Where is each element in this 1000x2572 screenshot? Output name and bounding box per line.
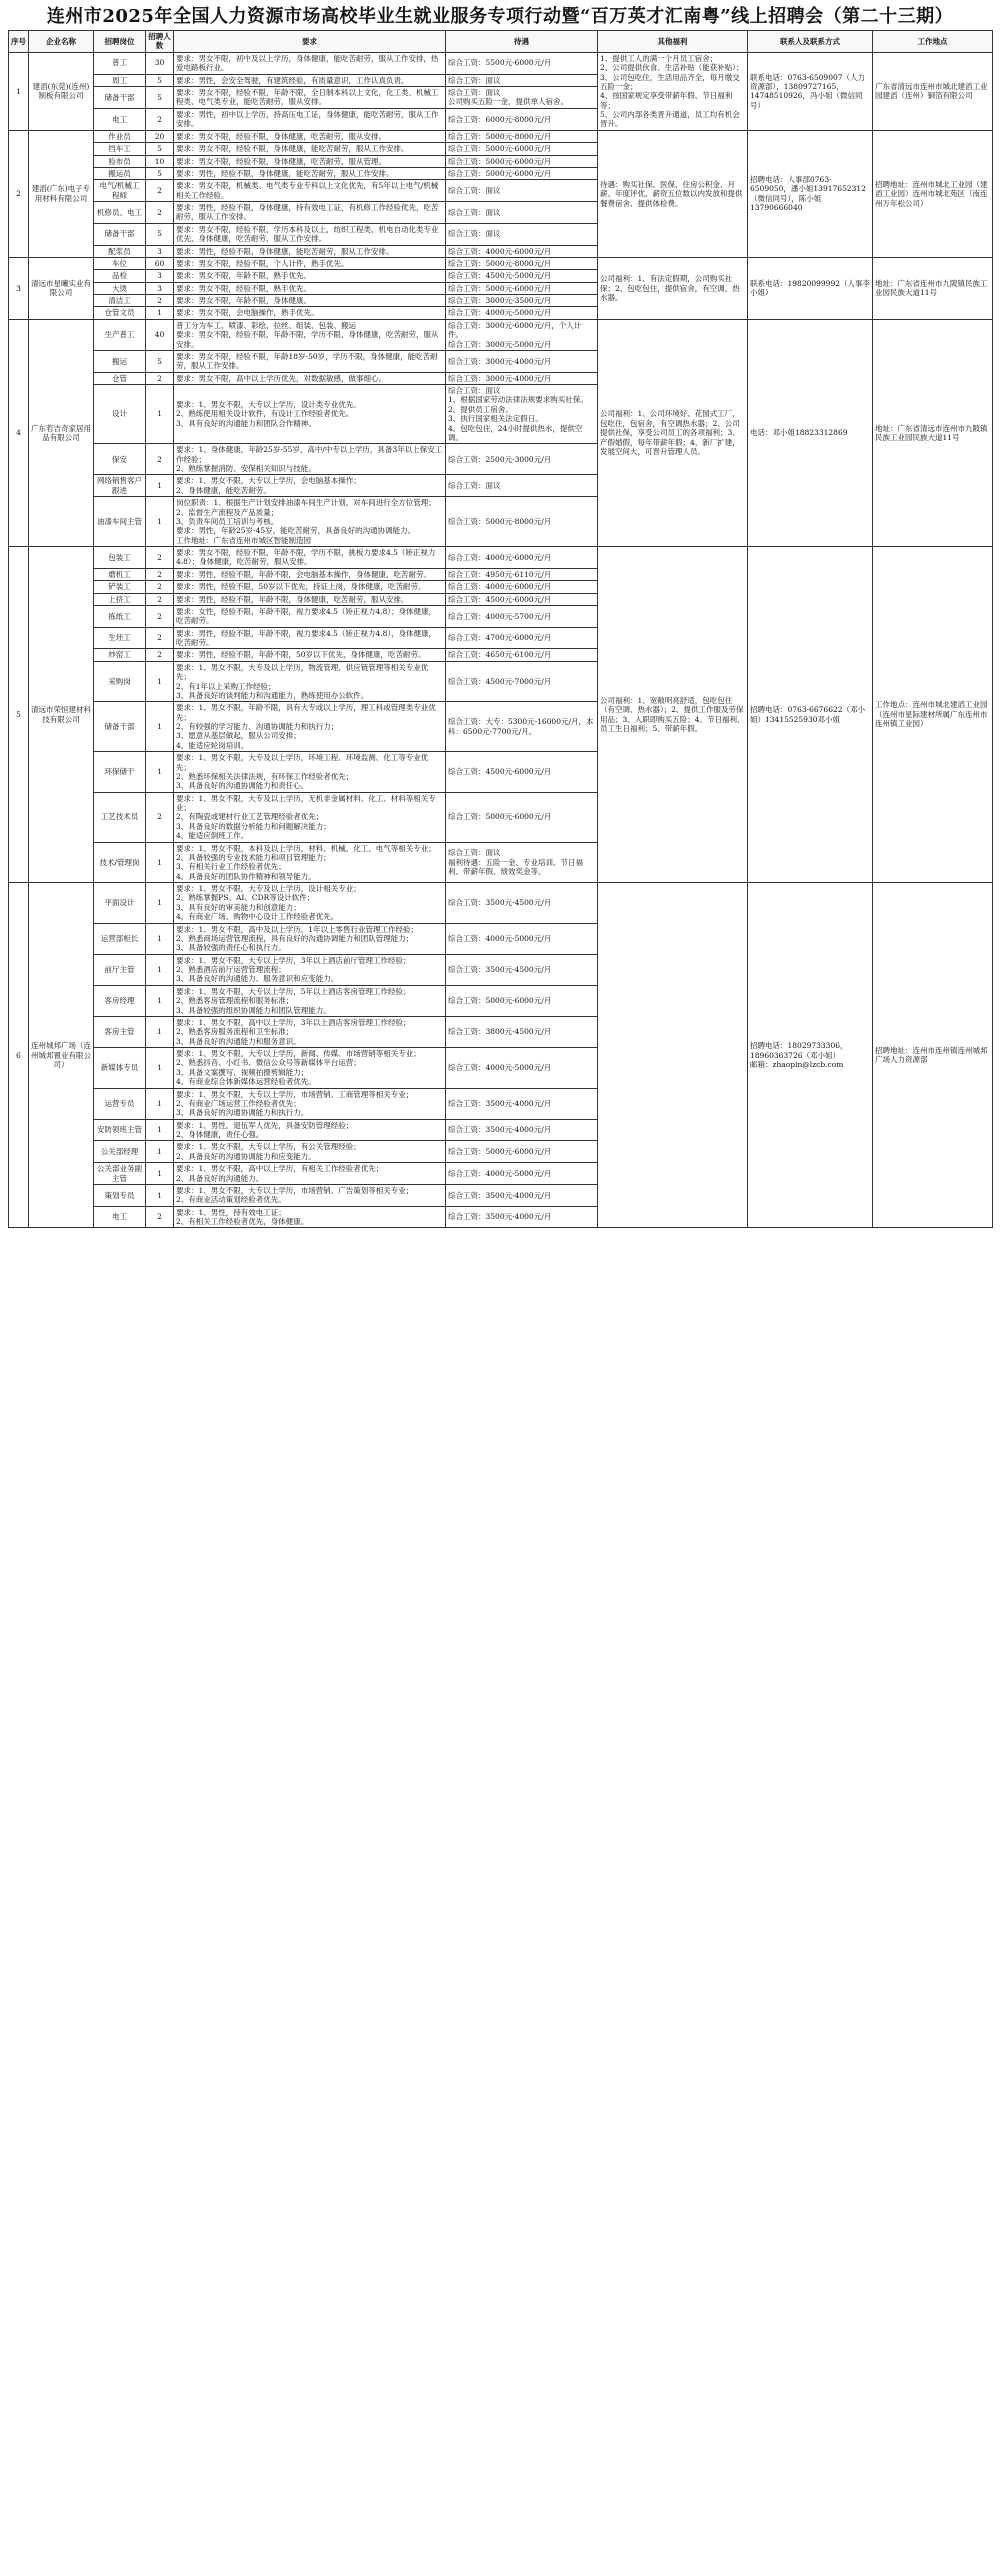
job-post: 大烫 [94, 282, 146, 294]
job-pay: 综合工资：4500元-6000元/月 [446, 593, 598, 605]
job-count: 2 [146, 202, 174, 224]
company-location: 地址：广东省清远市连州市九陂镇民族工业园民族大道11号 [873, 319, 993, 546]
job-count: 20 [146, 130, 174, 142]
job-post: 配浆员 [94, 245, 146, 257]
job-post: 清洁工 [94, 295, 146, 307]
job-count: 2 [146, 180, 174, 202]
job-requirements: 要求：男性，经验不限，年龄不限，50岁以下优先，身体健康，吃苦耐劳。 [174, 649, 446, 661]
job-pay: 综合工资：4650元-6100元/月 [446, 649, 598, 661]
job-requirements: 要求：男性，经验不限，身体健康，持有效电工证，有机修工作经验优先，吃苦耐劳，服从工作安排。 [174, 202, 446, 224]
job-count: 1 [146, 1184, 174, 1206]
company-name: 连州城邦广场（连州城邦置业有限公司） [29, 883, 94, 1228]
job-pay: 综合工资：3500元-4500元/月 [446, 954, 598, 985]
company-contact: 招聘电话：人事部0763-6509050，潘小姐13917652312（微信同号），陈小姐13790666040 [748, 130, 873, 257]
job-count: 1 [146, 497, 174, 547]
job-count: 2 [146, 627, 174, 649]
job-pay: 综合工资：5000元-8000元/月 [446, 130, 598, 142]
job-count: 2 [146, 108, 174, 130]
recruitment-table [8, 30, 993, 1228]
header-post: 招聘岗位 [94, 31, 146, 53]
job-pay: 综合工资：5500元-6000元/月 [446, 52, 598, 74]
company-benefits: 待遇：购买社保、医保、住房公积金、月薪、年度评优，薪资五位数以内发放和提供餐费宿舍、提供体检费。 [598, 130, 748, 257]
job-count: 2 [146, 1206, 174, 1228]
job-post: 环保储干 [94, 752, 146, 793]
job-count: 1 [146, 883, 174, 924]
job-count: 1 [146, 307, 174, 319]
job-requirements: 要求：1、男女不限，高中以上学历，3年以上酒店客房管理工作经验； 2、熟悉客房服务流程和卫生标准； 3、具备良好的沟通能力和服务意识。 [174, 1016, 446, 1047]
job-post: 拣纸工 [94, 605, 146, 627]
job-requirements: 要求：1、男女不限，大专以上学历，设计类专业优先。 2、熟练使用相关设计软件，有设计工作经验者优先。 3、具有良好的沟通能力和团队合作精神。 [174, 385, 446, 444]
job-count: 2 [146, 295, 174, 307]
job-pay: 综合工资：4950元-6110元/月 [446, 568, 598, 580]
job-count: 2 [146, 444, 174, 475]
job-requirements: 要求：男性，经验不限，年龄不限，视力要求4.5（矫正视力4.8），身体健康，吃苦耐劳。 [174, 627, 446, 649]
header-count: 招聘人数 [146, 31, 174, 53]
job-pay: 综合工资：4000元-5000元/月 [446, 1163, 598, 1185]
job-count: 1 [146, 1016, 174, 1047]
job-requirements: 要求：女性，经验不限，年龄不限，视力要求4.5（矫正视力4.8）；身体健康，吃苦耐劳。 [174, 605, 446, 627]
table-body [9, 52, 993, 1228]
job-post: 仓管 [94, 372, 146, 384]
job-pay: 综合工资：面议 [446, 180, 598, 202]
company-benefits: 公司福利：1、宽敞明亮舒适，包吃包住（有空调、热水器）；2、提供工作服及劳保用品；3、入职即购买五险；4、节日福利、员工生日福利；5、带薪年假。 [598, 547, 748, 883]
job-post: 前厅主管 [94, 954, 146, 985]
job-post: 设计 [94, 385, 146, 444]
job-count: 1 [146, 842, 174, 883]
table-row [9, 52, 993, 74]
job-post: 普工 [94, 52, 146, 74]
job-count: 5 [146, 350, 174, 372]
job-pay: 综合工资：5000元-8000元/月 [446, 257, 598, 269]
company-number: 4 [9, 319, 29, 546]
job-post: 工艺技术员 [94, 792, 146, 842]
job-count: 2 [146, 792, 174, 842]
job-requirements: 要求：男女不限，年龄不限，熟手优先。 [174, 270, 446, 282]
job-count: 1 [146, 661, 174, 702]
job-post: 电工 [94, 1206, 146, 1228]
job-post: 仓管文员 [94, 307, 146, 319]
company-benefits: 公司福利：1、公司环境好、花园式工厂，包吃住，包宿舍，有空调热水器；2、公司提供社保，享受公司员工的各项福利；3、产假婚假，每年带薪年假；4、新厂扩建，发展空间大，可晋升管理人员。 [598, 319, 748, 546]
job-pay: 综合工资：3000元-3500元/月 [446, 295, 598, 307]
job-pay: 综合工资：4000元-5000元/月 [446, 1048, 598, 1089]
table-row [9, 257, 993, 269]
company-number: 3 [9, 257, 29, 319]
job-post: 采购岗 [94, 661, 146, 702]
company-location: 广东省清远市连州市城北建滔工业园建滔（连州）铜箔有限公司 [873, 52, 993, 130]
job-requirements: 要求：1、男女不限，高中及以上学历，1年以上零售行业管理工作经验； 2、熟悉商场运营管理流程，具有良好的沟通协调能力和团队管理能力； 3、具备较强的责任心和执行力。 [174, 923, 446, 954]
job-count: 10 [146, 155, 174, 167]
job-requirements: 要求：男性，经验不限，年龄不限，身体健康，吃苦耐劳，服从安排。 [174, 593, 446, 605]
company-contact: 联系电话：0763-6509007（人力资源部），13809727165，14748510926，冯小姐（微信同号） [748, 52, 873, 130]
company-location: 地址：广东省连州市九陂镇民族工业园民族大道11号 [873, 257, 993, 319]
job-count: 2 [146, 593, 174, 605]
job-post: 网络销售客户跟进 [94, 475, 146, 497]
job-requirements: 要求：男女不限，初中及以上学历，身体健康，能吃苦耐劳，服从工作安排，热爱电路板行业。 [174, 52, 446, 74]
company-location: 工作地点：连州市城北建滔工业园（连州市星际建材所属广东连州市连州镇工业园） [873, 547, 993, 883]
job-count: 5 [146, 87, 174, 109]
job-requirements: 要求：1、男女不限，年龄不限，具有大专或以上学历，理工科或管理类专业优先； 2、有较强的学习能力、沟通协调能力和执行力； 3、愿意从基层做起，服从公司安排； 4、能适应轮岗培训。 [174, 702, 446, 752]
job-pay: 综合工资：4500元-6000元/月 [446, 752, 598, 793]
job-count: 3 [146, 282, 174, 294]
job-post: 油漆车间主管 [94, 497, 146, 547]
job-count: 1 [146, 752, 174, 793]
job-count: 1 [146, 923, 174, 954]
job-pay: 综合工资：4000元-6000元/月 [446, 547, 598, 569]
job-count: 60 [146, 257, 174, 269]
job-requirements: 要求：男女不限，经验不限，年龄18岁-50岁，学历不限，身体健康，能吃苦耐劳，服从工作安排。 [174, 350, 446, 372]
job-pay: 综合工资：5000元-8000元/月 [446, 497, 598, 547]
job-post: 机修员、电工 [94, 202, 146, 224]
job-count: 1 [146, 1141, 174, 1163]
company-contact: 联系电话：19820099992（人事李小姐） [748, 257, 873, 319]
job-post: 运营专员 [94, 1088, 146, 1119]
job-pay: 综合工资：4000元-6000元/月 [446, 245, 598, 257]
job-post: 储备干部 [94, 223, 146, 245]
job-pay: 综合工资：4500元-7000元/月 [446, 661, 598, 702]
job-requirements: 要求：男性，经验不限，身体健康，能吃苦耐劳，服从工作安排。 [174, 167, 446, 179]
company-number: 5 [9, 547, 29, 883]
job-post: 储备干部 [94, 87, 146, 109]
job-count: 2 [146, 568, 174, 580]
job-pay: 综合工资：3000元-4000元/月 [446, 350, 598, 372]
job-pay: 综合工资：5000元-6000元/月 [446, 167, 598, 179]
company-name: 清远市星曦实业有限公司 [29, 257, 94, 319]
job-pay: 综合工资：5000元-6000元/月 [446, 985, 598, 1016]
job-count: 1 [146, 1119, 174, 1141]
job-requirements: 要求：男女不限，经验不限，熟手优先。 [174, 282, 446, 294]
job-pay: 综合工资：5000元-6000元/月 [446, 155, 598, 167]
job-post: 保安 [94, 444, 146, 475]
job-count: 1 [146, 385, 174, 444]
company-contact: 招聘电话：18029733306，18960363726（邓小姐） 邮箱：zhaopin@lzcb.com [748, 883, 873, 1228]
job-count: 2 [146, 605, 174, 627]
job-post: 运营部柜长 [94, 923, 146, 954]
company-name: 广东若吉奇家居用品有限公司 [29, 319, 94, 546]
job-pay: 综合工资：面议 [446, 74, 598, 86]
job-count: 40 [146, 319, 174, 350]
job-post: 包装工 [94, 547, 146, 569]
job-count: 30 [146, 52, 174, 74]
table-row [9, 883, 993, 924]
job-requirements: 要求：男性，经验不限，50岁以下优先，持证上岗，身体健康，吃苦耐劳。 [174, 581, 446, 593]
company-number: 6 [9, 883, 29, 1228]
company-name: 清远市荣恒建材科技有限公司 [29, 547, 94, 883]
job-post: 客房主管 [94, 1016, 146, 1047]
job-post: 生坯工 [94, 627, 146, 649]
job-requirements: 要求：男女不限，经验不限，身体健康，吃苦耐劳，服从管理。 [174, 155, 446, 167]
company-number: 2 [9, 130, 29, 257]
header-benefits: 其他福利 [598, 31, 748, 53]
job-count: 2 [146, 372, 174, 384]
job-requirements: 要求：男性，初中以上学历，持高压电工证，身体健康，能吃苦耐劳，服从工作安排。 [174, 108, 446, 130]
job-pay: 综合工资：面议 公司购买五险一金，提供单人宿舍。 [446, 87, 598, 109]
job-post: 生产普工 [94, 319, 146, 350]
job-post: 公关部经理 [94, 1141, 146, 1163]
table-row [9, 130, 993, 142]
job-pay: 综合工资：4700元-6000元/月 [446, 627, 598, 649]
job-pay: 综合工资：5000元-6000元/月 [446, 1141, 598, 1163]
job-requirements: 要求：男性，会安全驾驶，有建筑经验，有质量意识，工作认真负责。 [174, 74, 446, 86]
job-pay: 综合工资：大专：5300元-16000元/月，本科：6500元-7700元/月。 [446, 702, 598, 752]
job-post: 作业员 [94, 130, 146, 142]
company-benefits: 公司福利：1、有法定假期，公司购买社保；2、包吃包住，提供宿舍，有空调、热水器。 [598, 257, 748, 319]
job-pay: 综合工资：5000元-6000元/月 [446, 143, 598, 155]
company-number: 1 [9, 52, 29, 130]
company-location: 招聘地址：连州市连州镇连州城邦广场人力资源部 [873, 883, 993, 1228]
job-post: 磨机工 [94, 568, 146, 580]
job-requirements: 要求：男女不限，经验不限，身体健康，吃苦耐劳，服从安排。 [174, 130, 446, 142]
job-requirements: 要求：1、男性，退伍军人优先，具备安防管理经验； 2、身体健康，责任心强。 [174, 1119, 446, 1141]
job-requirements: 要求：1、男女不限，大专以上学历，有公关管理经验； 2、具备良好的沟通协调能力和应变能力。 [174, 1141, 446, 1163]
job-requirements: 要求：男女不限，会电脑操作，熟手优先。 [174, 307, 446, 319]
company-location: 招聘地址：连州市城北工业园（建滔工业园）连州市城北苑区（南连州万年松公司） [873, 130, 993, 257]
job-requirements: 要求：1、男女不限，大专以上学历，市场营销、工商管理等相关专业； 2、有商业广场运营工作经验者优先； 3、具备良好的沟通协调能力和执行力。 [174, 1088, 446, 1119]
job-post: 验布员 [94, 155, 146, 167]
job-requirements: 要求：1、男女不限，大专及以上学历，物流管理、供应链管理等相关专业优先； 2、有1年以上采购工作经验； 3、具备良好的谈判能力和沟通能力，熟练使用办公软件。 [174, 661, 446, 702]
job-post: 技术/管理岗 [94, 842, 146, 883]
job-pay: 综合工资：4000元-5000元/月 [446, 923, 598, 954]
job-pay: 综合工资：2500元-3000元/月 [446, 444, 598, 475]
header-no: 序号 [9, 31, 29, 53]
page-title: 连州市2025年全国人力资源市场高校毕业生就业服务专项行动暨“百万英才汇南粤”线上招聘会（第二十三期） [46, 6, 954, 27]
job-count: 5 [146, 167, 174, 179]
job-requirements: 要求：男女不限，经验不限，年龄不限，全日制本科以上文化，化工类、机械工程类、电气类专业，能吃苦耐劳，服从安排。 [174, 87, 446, 109]
job-pay: 综合工资：3000元-6000元/月，个人计件。 综合工资：3000元-5000元/月 [446, 319, 598, 350]
job-post: 新媒体专员 [94, 1048, 146, 1089]
job-count: 1 [146, 985, 174, 1016]
job-post: 搬运员 [94, 167, 146, 179]
job-requirements: 要求：男女不限，高中以上学历优先，对数据敏感，做事细心。 [174, 372, 446, 384]
job-requirements: 要求：1、男女不限，大专以上学历，3年以上酒店前厅管理工作经验； 2、熟悉酒店前厅运营管理流程； 3、具备良好的沟通能力、服务意识和应变能力。 [174, 954, 446, 985]
job-pay: 综合工资：5000元-6000元/月 [446, 792, 598, 842]
job-requirements: 要求：1、男女不限，大专及以上学历，设计相关专业； 2、熟练掌握PS、AI、CDR等设计软件； 3、具有良好的审美能力和创意能力； 4、有商业广场、购物中心设计工作经验者优先。 [174, 883, 446, 924]
job-post: 客房经理 [94, 985, 146, 1016]
job-requirements: 要求：男女不限，经验不限，个人计件，熟手优先。 [174, 257, 446, 269]
company-contact: 电话：邓小姐18823312869 [748, 319, 873, 546]
job-pay: 综合工资：3800元-4500元/月 [446, 1016, 598, 1047]
company-name: 建滔(广东)电子专用材料有限公司 [29, 130, 94, 257]
job-pay: 综合工资：4000元-5000元/月 [446, 307, 598, 319]
table-header-row [9, 31, 993, 53]
job-requirements: 要求：男性，经验不限，身体健康，能吃苦耐劳，服从工作安排。 [174, 245, 446, 257]
job-post: 储备干部 [94, 702, 146, 752]
job-requirements: 要求：男女不限，年龄不限，身体健康。 [174, 295, 446, 307]
job-post: 上挤工 [94, 593, 146, 605]
job-post: 挡车工 [94, 143, 146, 155]
job-requirements: 要求：1、男女不限，大专及以上学历，无机非金属材料、化工、材料等相关专业； 2、有陶瓷或建材行业工艺管理经验者优先； 3、具备良好的数据分析能力和问题解决能力； 4、能适应倒班工作。 [174, 792, 446, 842]
job-pay: 综合工资：面议 1、根据国家劳动法律法规要求购买社保。 2、提供员工宿舍。 3、执行国家相关法定假日。 4、包吃包住，24小时提供热水，提供空调。 [446, 385, 598, 444]
job-count: 3 [146, 245, 174, 257]
job-post: 安防领班主管 [94, 1119, 146, 1141]
job-post: 电气/机械工程师 [94, 180, 146, 202]
job-pay: 综合工资：3000元-4000元/月 [446, 372, 598, 384]
header-company: 企业名称 [29, 31, 94, 53]
job-post: 搬运 [94, 350, 146, 372]
job-requirements: 要求：1、男女不限，大专以上学历，5年以上酒店客房管理工作经验； 2、熟悉客房管理流程和服务标准； 3、具备较强的组织协调能力和团队管理能力。 [174, 985, 446, 1016]
job-requirements: 要求：男女不限，经验不限，学历本科及以上，纺织工程类、机电自动化类专业优先，身体健康，吃苦耐劳，服从工作安排。 [174, 223, 446, 245]
job-count: 1 [146, 1088, 174, 1119]
job-pay: 综合工资：3500元-4000元/月 [446, 1206, 598, 1228]
job-requirements: 要求：男女不限，经验不限，身体健康，能吃苦耐劳，服从工作安排。 [174, 143, 446, 155]
job-count: 1 [146, 954, 174, 985]
job-pay: 综合工资：3500元-4000元/月 [446, 1119, 598, 1141]
job-post: 平面设计 [94, 883, 146, 924]
job-requirements: 要求：1、身体健康，年龄25岁-55岁，高中/中专以上学历，具备3年以上保安工作经验； 2、熟练掌握消防、安保相关知识与技能。 [174, 444, 446, 475]
job-count: 1 [146, 702, 174, 752]
job-post: 炒窑工 [94, 649, 146, 661]
job-requirements: 要求：1、男女不限，大专以上学历，新闻、传媒、市场营销等相关专业； 2、熟悉抖音、小红书、微信公众号等新媒体平台运营； 3、具备文案撰写、视频拍摄剪辑能力； 4、有商业综合体新媒体运营经验者优先。 [174, 1048, 446, 1089]
job-count: 3 [146, 270, 174, 282]
table-row [9, 547, 993, 569]
job-pay: 综合工资：4000元-5700元/月 [446, 605, 598, 627]
job-pay: 综合工资：3500元-4000元/月 [446, 1184, 598, 1206]
job-pay: 综合工资：3500元-4000元/月 [446, 1088, 598, 1119]
job-count: 5 [146, 223, 174, 245]
job-pay: 综合工资：4000元-6000元/月 [446, 581, 598, 593]
company-benefits [598, 883, 748, 1228]
job-requirements: 要求：1、男女不限，大专及以上学历，环境工程、环境监测、化工等专业优先； 2、熟悉环保相关法律法规，有环保工作经验者优先； 3、具备良好的沟通协调能力和责任心。 [174, 752, 446, 793]
job-count: 5 [146, 143, 174, 155]
job-post: 策划专员 [94, 1184, 146, 1206]
table-row [9, 319, 993, 350]
header-contact: 联系人及联系方式 [748, 31, 873, 53]
job-requirements: 要求：男性，经验不限，年龄不限，会电脑基本操作，身体健康，吃苦耐劳。 [174, 568, 446, 580]
job-count: 1 [146, 475, 174, 497]
job-requirements: 要求：男女不限，经验不限，年龄不限，学历不限，挑板力要求4.5（矫正视力4.8）；身体健康，吃苦耐劳，服从安排。 [174, 547, 446, 569]
company-contact: 招聘电话：0763-6676622（邓小姐）13415525930邓小姐 [748, 547, 873, 883]
job-count: 1 [146, 1163, 174, 1185]
job-count: 2 [146, 649, 174, 661]
job-pay: 综合工资：6000元-8000元/月 [446, 108, 598, 130]
job-requirements: 要求：1、男女不限，大专以上学历，市场营销、广告策划等相关专业； 2、有商业活动策划经验者优先。 [174, 1184, 446, 1206]
job-count: 2 [146, 547, 174, 569]
job-requirements: 普工分为车工、喷漆、彩绘、拉丝、组装、包装、搬运 要求：男女不限，经验不限，年龄不限，学历不限，身体健康，吃苦耐劳，服从安排。 [174, 319, 446, 350]
job-post: 品检 [94, 270, 146, 282]
job-count: 2 [146, 581, 174, 593]
header-pay: 待遇 [446, 31, 598, 53]
job-pay: 综合工资：5000元-6000元/月 [446, 282, 598, 294]
job-post: 电工 [94, 108, 146, 130]
job-pay: 综合工资：3500元-4500元/月 [446, 883, 598, 924]
company-benefits: 1、提供工人的满一个月员工宿舍； 2、公司提供伙食、生活补贴（能获补贴）； 3、公司包吃住，生活用品齐全，每月缴交五险一金； 4、按国家规定享受带薪年假、节日福利等； 5、公司内部各类晋升通道，员工均有机会晋升。 [598, 52, 748, 130]
job-requirements: 要求：1、男性，持有效电工证； 2、有相关工作经验者优先，身体健康。 [174, 1206, 446, 1228]
job-post: 铲装工 [94, 581, 146, 593]
job-count: 5 [146, 74, 174, 86]
job-post: 公关部业务副主管 [94, 1163, 146, 1185]
job-post: 周工 [94, 74, 146, 86]
job-pay: 综合工资：面议 [446, 223, 598, 245]
header-location: 工作地点 [873, 31, 993, 53]
job-pay: 综合工资：4500元-5000元/月 [446, 270, 598, 282]
job-pay: 综合工资：面议 [446, 202, 598, 224]
job-requirements: 要求：1、男女不限，大专以上学历，会电脑基本操作； 2、身体健康，能吃苦耐劳。 [174, 475, 446, 497]
job-pay: 综合工资：面议 [446, 475, 598, 497]
header-requirements: 要求 [174, 31, 446, 53]
job-count: 1 [146, 1048, 174, 1089]
job-requirements: 要求：男女不限，机械类、电气类专业专科以上文化优先，有5年以上电气/机械相关工作经验。 [174, 180, 446, 202]
job-pay: 综合工资：面议 福利待遇：五险一金、专业培训、节日福利、带薪年假、绩效奖金等。 [446, 842, 598, 883]
job-post: 车位 [94, 257, 146, 269]
company-name: 建滔(东莞)(连州)制板有限公司 [29, 52, 94, 130]
job-requirements: 要求：1、男女不限，高中以上学历，有相关工作经验者优先； 2、具备良好的沟通能力。 [174, 1163, 446, 1185]
job-requirements: 岗位职责：1、根据生产计划安排油漆车间生产计划，对车间进行全方位管理； 2、监督生产流程及产品质量； 3、负责车间员工培训与考核。 要求：男性，年龄25岁-45岁，能吃苦耐劳，具备良好的沟通协调能力。 工作地址：广东省连州市城区智能制造园 [174, 497, 446, 547]
job-requirements: 要求：1、男女不限，本科及以上学历，材料、机械、化工、电气等相关专业； 2、具备较强的专业技术能力和项目管理能力； 3、有相关行业工作经验者优先； 4、具备良好的团队协作精神和领导能力。 [174, 842, 446, 883]
